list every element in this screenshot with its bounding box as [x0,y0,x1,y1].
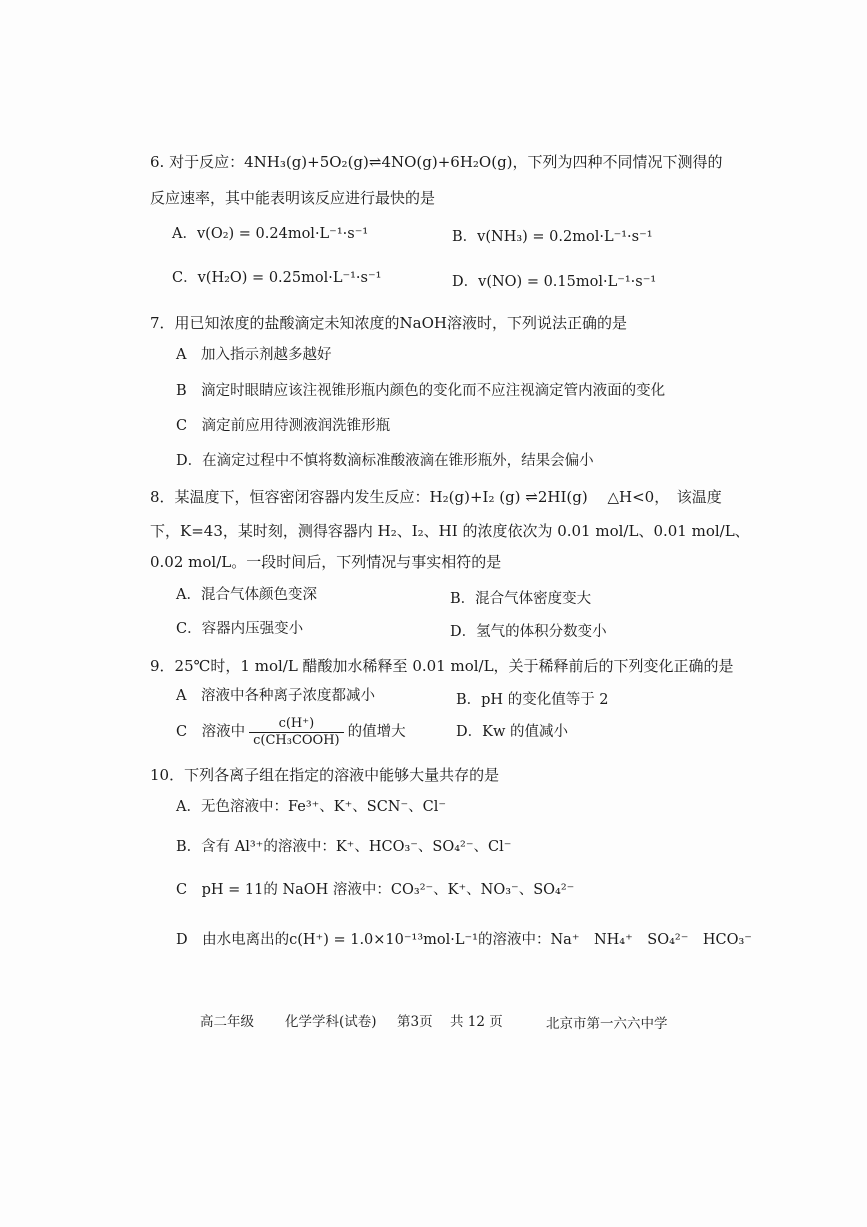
q7-option-d: D．在滴定过程中不慎将数滴标准酸液滴在锥形瓶外，结果会偏小 [176,453,594,469]
footer-page: 第3页 [397,1014,433,1030]
q8-option-d: D．氢气的体积分数变小 [450,624,607,640]
q9-option-c-prefix: C 溶液中 [176,724,246,740]
q8-stem-line3: 0.02 mol/L。一段时间后，下列情况与事实相符的是 [150,553,502,571]
q9-option-a: A 溶液中各种离子浓度都减小 [176,688,375,704]
q8-stem-line1: 8．某温度下，恒容密闭容器内发生反应：H₂(g)+I₂ (g) ⇌2HI(g) △H<0， 该温度 [150,488,722,506]
q9-fraction-denominator: c(CH₃COOH) [253,732,340,748]
q10-stem: 10．下列各离子组在指定的溶液中能够大量共存的是 [150,766,500,784]
footer-school: 北京市第一六六中学 [546,1016,668,1032]
q9-option-d: D．Kw 的值减小 [456,724,568,740]
q7-stem: 7．用已知浓度的盐酸滴定未知浓度的NaOH溶液时，下列说法正确的是 [150,314,627,332]
q6-stem-line1: 6. 对于反应：4NH₃(g)+5O₂(g)⇌4NO(g)+6H₂O(g)，下列为四种不同情况下测得的 [150,153,723,171]
footer-grade: 高二年级 [200,1014,254,1030]
q9-fraction-numerator: c(H⁺) [249,716,344,733]
q6-option-c: C．v(H₂O) = 0.25mol·L⁻¹·s⁻¹ [172,270,382,286]
q8-stem-line2: 下，K=43，某时刻，测得容器内 H₂、I₂、HI 的浓度依次为 0.01 mol/L、0.01 mol/L、 [150,522,750,540]
q7-option-a: A 加入指示剂越多越好 [176,347,332,363]
q6-stem-line2: 反应速率，其中能表明该反应进行最快的是 [150,189,436,207]
footer-total: 共 12 页 [450,1014,503,1030]
q6-option-b: B．v(NH₃) = 0.2mol·L⁻¹·s⁻¹ [452,229,653,245]
q9-option-b: B．pH 的变化值等于 2 [456,692,609,708]
q6-option-d: D．v(NO) = 0.15mol·L⁻¹·s⁻¹ [452,274,657,290]
q7-option-c: C 滴定前应用待测液润洗锥形瓶 [176,418,391,434]
q9-option-c-suffix: 的值增大 [347,724,406,740]
q8-option-c: C．容器内压强变小 [176,621,304,637]
q10-option-a: A．无色溶液中：Fe³⁺、K⁺、SCN⁻、Cl⁻ [176,799,447,815]
q10-option-d: D 由水电离出的c(H⁺) = 1.0×10⁻¹³mol·L⁻¹的溶液中：Na⁺ NH₄⁺ SO₄²⁻ HCO₃⁻ [176,932,752,948]
q9-option-c-fraction [249,716,344,749]
q9-stem: 9．25℃时，1 mol/L 醋酸加水稀释至 0.01 mol/L，关于稀释前后的下列变化正确的是 [150,657,734,675]
footer-subject: 化学学科(试卷) [285,1014,377,1030]
q10-option-c: C pH = 11的 NaOH 溶液中：CO₃²⁻、K⁺、NO₃⁻、SO₄²⁻ [176,882,575,898]
q7-option-b: B 滴定时眼睛应该注视锥形瓶内颜色的变化而不应注视滴定管内液面的变化 [176,383,666,399]
q8-option-a: A．混合气体颜色变深 [176,587,317,603]
q9-option-c [176,712,406,752]
q6-option-a: A．v(O₂) = 0.24mol·L⁻¹·s⁻¹ [172,226,369,242]
q8-option-b: B．混合气体密度变大 [450,591,592,607]
q10-option-b: B．含有 Al³⁺的溶液中：K⁺、HCO₃⁻、SO₄²⁻、Cl⁻ [176,839,512,855]
